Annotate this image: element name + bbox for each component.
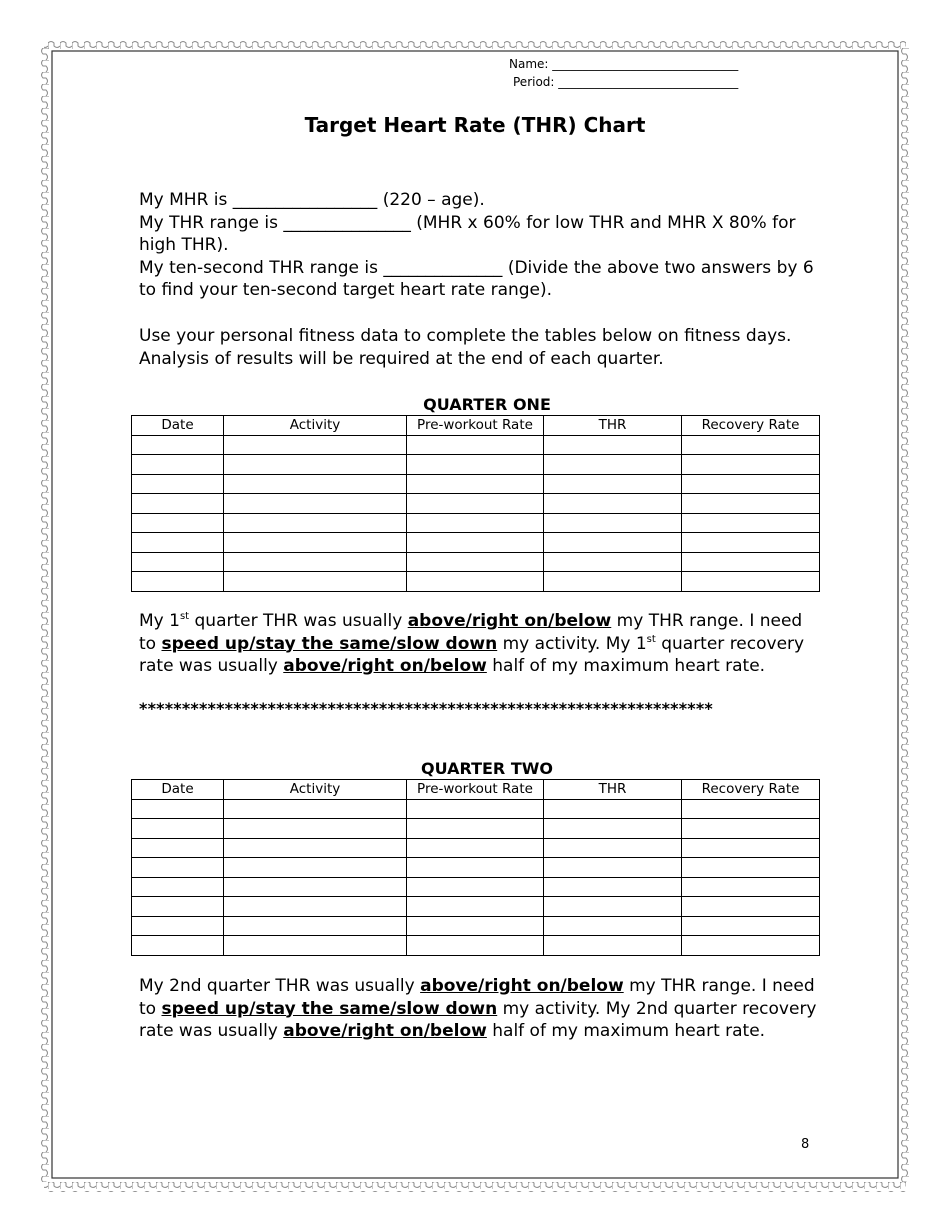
period-field[interactable]: Period: ______________________________: [513, 75, 739, 89]
quarter-two-analysis: My 2nd quarter THR was usually above/right on/below my THR range. I need to speed up/stay the same/slow down my activity. My 2nd quarter recovery rate was usually above/right on/below half of my maximum heart rate.: [139, 976, 817, 1041]
table-cell[interactable]: [544, 572, 682, 592]
table-cell[interactable]: [682, 819, 820, 839]
q1-thr-choice[interactable]: above/right on/below: [407, 611, 612, 631]
table-cell[interactable]: [224, 455, 407, 475]
table-cell[interactable]: [682, 799, 820, 819]
table-cell[interactable]: [544, 455, 682, 475]
table-cell[interactable]: [224, 858, 407, 878]
q2-recovery-choice[interactable]: above/right on/below: [283, 1021, 487, 1041]
table-cell[interactable]: [544, 799, 682, 819]
table-cell[interactable]: [682, 474, 820, 494]
column-header: THR: [544, 780, 682, 800]
table-cell[interactable]: [544, 494, 682, 514]
quarter-one-analysis: My 1st quarter THR was usually above/right on/below my THR range. I need to speed up/stay the same/slow down my activity. My 1st quarter recovery rate was usually above/right on/below half of my maximum heart rate.: [139, 611, 805, 676]
table-cell[interactable]: [682, 455, 820, 475]
table-cell[interactable]: [224, 474, 407, 494]
table-cell[interactable]: [132, 819, 224, 839]
table-cell[interactable]: [407, 936, 544, 956]
table-cell[interactable]: [544, 474, 682, 494]
table-cell[interactable]: [132, 936, 224, 956]
table-row: [132, 533, 820, 553]
table-row: [132, 838, 820, 858]
table-cell[interactable]: [544, 897, 682, 917]
table-cell[interactable]: [132, 552, 224, 572]
table-cell[interactable]: [132, 455, 224, 475]
ten-second-blank[interactable]: ______________: [383, 257, 503, 278]
column-header: THR: [544, 416, 682, 436]
table-cell[interactable]: [407, 494, 544, 514]
page-number: 8: [801, 1137, 810, 1152]
table-cell[interactable]: [407, 877, 544, 897]
table-cell[interactable]: [224, 838, 407, 858]
table-cell[interactable]: [682, 916, 820, 936]
table-cell[interactable]: [132, 877, 224, 897]
table-cell[interactable]: [224, 936, 407, 956]
table-row: [132, 936, 820, 956]
column-header: Activity: [224, 780, 407, 800]
q2-thr-choice[interactable]: above/right on/below: [420, 976, 624, 996]
page-title: Target Heart Rate (THR) Chart: [304, 113, 646, 137]
table-row: [132, 552, 820, 572]
table-cell[interactable]: [407, 858, 544, 878]
q2-activity-choice[interactable]: speed up/stay the same/slow down: [161, 998, 498, 1019]
quarter-two-title: QUARTER TWO: [421, 759, 553, 778]
q1-activity-choice[interactable]: speed up/stay the same/slow down: [161, 633, 498, 654]
table-row: [132, 877, 820, 897]
table-cell[interactable]: [132, 858, 224, 878]
table-cell[interactable]: [224, 435, 407, 455]
table-cell[interactable]: [682, 877, 820, 897]
table-cell[interactable]: [682, 897, 820, 917]
column-header: Activity: [224, 416, 407, 436]
table-cell[interactable]: [544, 838, 682, 858]
column-header: Pre-workout Rate: [407, 780, 544, 800]
q1-recovery-choice[interactable]: above/right on/below: [283, 656, 487, 676]
table-row: [132, 858, 820, 878]
table-cell[interactable]: [682, 858, 820, 878]
table-cell[interactable]: [132, 916, 224, 936]
name-field[interactable]: Name: _______________________________: [509, 57, 739, 71]
table-cell[interactable]: [224, 513, 407, 533]
table-row: [132, 455, 820, 475]
column-header: Date: [132, 416, 224, 436]
table-cell[interactable]: [224, 799, 407, 819]
quarter-one-table: [131, 415, 820, 592]
table-row: [132, 572, 820, 592]
table-row: [132, 513, 820, 533]
table-header-row: [132, 416, 820, 436]
table-cell[interactable]: [224, 819, 407, 839]
table-row: [132, 916, 820, 936]
mhr-blank[interactable]: _________________: [232, 190, 378, 210]
table-cell[interactable]: [407, 572, 544, 592]
separator: *******************************************************************: [139, 699, 714, 718]
table-cell[interactable]: [224, 572, 407, 592]
table-cell[interactable]: [544, 936, 682, 956]
column-header: Date: [132, 780, 224, 800]
intro-paragraph: [139, 189, 819, 302]
usage-paragraph: Use your personal fitness data to complete the tables below on fitness days. Analysis of results will be required at the end of each quarter.: [139, 326, 792, 369]
table-cell[interactable]: [407, 838, 544, 858]
table-cell[interactable]: [682, 435, 820, 455]
table-cell[interactable]: [544, 513, 682, 533]
table-cell[interactable]: [407, 435, 544, 455]
table-cell[interactable]: [224, 533, 407, 553]
table-cell[interactable]: [407, 474, 544, 494]
table-cell[interactable]: [224, 897, 407, 917]
table-cell[interactable]: [682, 936, 820, 956]
table-cell[interactable]: [407, 513, 544, 533]
table-cell[interactable]: [132, 572, 224, 592]
table-cell[interactable]: [224, 552, 407, 572]
table-cell[interactable]: [682, 533, 820, 553]
table-cell[interactable]: [407, 819, 544, 839]
table-cell[interactable]: [544, 858, 682, 878]
table-cell[interactable]: [132, 435, 224, 455]
table-row: [132, 474, 820, 494]
table-cell[interactable]: [132, 494, 224, 514]
thr-blank[interactable]: _______________: [283, 212, 411, 233]
table-cell[interactable]: [682, 552, 820, 572]
column-header: Pre-workout Rate: [407, 416, 544, 436]
table-row: [132, 435, 820, 455]
thr-line: My THR range is _______________ (MHR x 60% for low THR and MHR X 80% for high THR).: [139, 212, 796, 255]
table-cell[interactable]: [682, 572, 820, 592]
table-cell[interactable]: [132, 533, 224, 553]
table-row: [132, 819, 820, 839]
table-cell[interactable]: [132, 513, 224, 533]
table-cell[interactable]: [132, 474, 224, 494]
table-cell[interactable]: [224, 877, 407, 897]
mhr-line: My MHR is _________________ (220 – age).: [139, 190, 485, 210]
table-cell[interactable]: [132, 799, 224, 819]
table-row: [132, 799, 820, 819]
table-cell[interactable]: [407, 455, 544, 475]
table-cell[interactable]: [544, 435, 682, 455]
table-cell[interactable]: [544, 552, 682, 572]
table-cell[interactable]: [224, 916, 407, 936]
table-cell[interactable]: [132, 897, 224, 917]
table-cell[interactable]: [132, 838, 224, 858]
table-cell[interactable]: [544, 819, 682, 839]
table-cell[interactable]: [682, 838, 820, 858]
quarter-one-title: QUARTER ONE: [423, 395, 551, 414]
table-cell[interactable]: [407, 897, 544, 917]
table-row: [132, 897, 820, 917]
quarter-two-table: [131, 779, 820, 956]
table-header-row: [132, 780, 820, 800]
column-header: Recovery Rate: [682, 780, 820, 800]
table-cell[interactable]: [407, 916, 544, 936]
table-cell[interactable]: [407, 533, 544, 553]
ten-second-line: My ten-second THR range is ______________ (Divide the above two answers by 6 to find your ten-second target heart rate range).: [139, 257, 814, 300]
table-cell[interactable]: [407, 799, 544, 819]
column-header: Recovery Rate: [682, 416, 820, 436]
table-cell[interactable]: [544, 533, 682, 553]
table-row: [132, 494, 820, 514]
table-cell[interactable]: [682, 513, 820, 533]
table-cell[interactable]: [544, 916, 682, 936]
table-cell[interactable]: [407, 552, 544, 572]
table-cell[interactable]: [544, 877, 682, 897]
table-cell[interactable]: [682, 494, 820, 514]
table-cell[interactable]: [224, 494, 407, 514]
